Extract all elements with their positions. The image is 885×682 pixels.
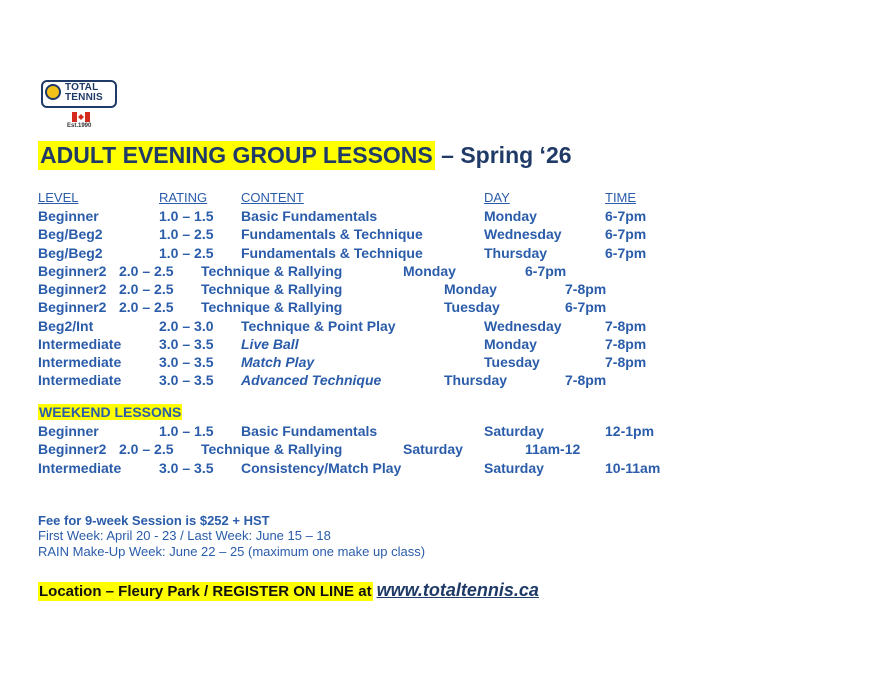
row-time: 12-1pm <box>605 423 655 439</box>
row-level: Beginner2 <box>38 281 107 297</box>
row-content: Match Play <box>241 354 315 370</box>
row-time: 11am-12 <box>525 441 581 457</box>
header-rating: RATING <box>159 190 208 205</box>
row-level: Intermediate <box>38 336 122 352</box>
row-level: Intermediate <box>38 372 122 388</box>
row-rating: 3.0 – 3.5 <box>159 460 214 476</box>
row-content: Live Ball <box>241 336 299 352</box>
title-highlight: ADULT EVENING GROUP LESSONS <box>40 142 433 168</box>
logo-established: Est.1990 <box>67 123 92 129</box>
weeks-note: First Week: April 20 - 23 / Last Week: June 15 – 18 <box>38 528 331 543</box>
row-day: Monday <box>444 281 497 297</box>
logo-line-1: TOTAL <box>65 82 99 93</box>
row-day: Thursday <box>484 245 548 261</box>
row-day: Saturday <box>484 423 544 439</box>
header-day: DAY <box>484 190 510 205</box>
row-day: Saturday <box>403 441 463 457</box>
row-level: Intermediate <box>38 354 122 370</box>
title-season: – Spring ‘26 <box>434 142 572 168</box>
row-day: Monday <box>484 208 537 224</box>
row-day: Monday <box>403 263 456 279</box>
page-title <box>38 142 572 169</box>
row-rating: 2.0 – 2.5 <box>119 263 174 279</box>
website-link[interactable]: www.totaltennis.ca <box>376 580 539 600</box>
location-text: Location – Fleury Park / REGISTER ON LINE at <box>39 583 372 600</box>
row-rating: 3.0 – 3.5 <box>159 354 214 370</box>
logo-line-2: TENNIS <box>65 92 103 103</box>
row-time: 7-8pm <box>565 372 607 388</box>
row-day: Wednesday <box>484 318 562 334</box>
row-time: 7-8pm <box>605 354 647 370</box>
row-time: 6-7pm <box>565 299 607 315</box>
row-content: Technique & Rallying <box>201 263 343 279</box>
row-rating: 2.0 – 2.5 <box>119 441 174 457</box>
row-time: 6-7pm <box>605 208 647 224</box>
row-level: Beg2/Int <box>38 318 94 334</box>
row-level: Beg/Beg2 <box>38 245 103 261</box>
row-time: 6-7pm <box>605 245 647 261</box>
row-time: 7-8pm <box>605 336 647 352</box>
logo-wordmark <box>65 83 103 103</box>
row-rating: 1.0 – 1.5 <box>159 208 214 224</box>
row-time: 6-7pm <box>525 263 567 279</box>
row-content: Fundamentals & Technique <box>241 226 423 242</box>
row-rating: 1.0 – 1.5 <box>159 423 214 439</box>
row-content: Technique & Rallying <box>201 299 343 315</box>
row-rating: 3.0 – 3.5 <box>159 372 214 388</box>
tennis-ball-icon <box>45 84 61 100</box>
row-level: Beginner2 <box>38 441 107 457</box>
row-day: Thursday <box>444 372 508 388</box>
row-level: Beginner2 <box>38 299 107 315</box>
row-day: Tuesday <box>484 354 540 370</box>
row-rating: 2.0 – 2.5 <box>119 281 174 297</box>
row-level: Beg/Beg2 <box>38 226 103 242</box>
total-tennis-logo <box>41 80 121 130</box>
row-rating: 2.0 – 3.0 <box>159 318 214 334</box>
header-content: CONTENT <box>241 190 304 205</box>
row-content: Technique & Point Play <box>241 318 396 334</box>
fee-note: Fee for 9-week Session is $252 + HST <box>38 513 270 528</box>
row-level: Beginner2 <box>38 263 107 279</box>
row-rating: 1.0 – 2.5 <box>159 245 214 261</box>
location-line <box>38 580 539 601</box>
row-content: Technique & Rallying <box>201 441 343 457</box>
row-rating: 3.0 – 3.5 <box>159 336 214 352</box>
row-content: Fundamentals & Technique <box>241 245 423 261</box>
row-content: Technique & Rallying <box>201 281 343 297</box>
header-time: TIME <box>605 190 637 205</box>
row-day: Wednesday <box>484 226 562 242</box>
row-day: Monday <box>484 336 537 352</box>
row-day: Saturday <box>484 460 544 476</box>
header-level: LEVEL <box>38 190 79 205</box>
row-day: Tuesday <box>444 299 500 315</box>
row-time: 6-7pm <box>605 226 647 242</box>
canada-flag-icon <box>72 112 90 122</box>
row-content: Basic Fundamentals <box>241 423 378 439</box>
row-content: Advanced Technique <box>241 372 382 388</box>
row-time: 7-8pm <box>605 318 647 334</box>
row-rating: 1.0 – 2.5 <box>159 226 214 242</box>
row-level: Beginner <box>38 208 99 224</box>
row-level: Beginner <box>38 423 99 439</box>
row-content: Basic Fundamentals <box>241 208 378 224</box>
row-time: 10-11am <box>605 460 661 476</box>
row-content: Consistency/Match Play <box>241 460 402 476</box>
row-rating: 2.0 – 2.5 <box>119 299 174 315</box>
weekend-heading: WEEKEND LESSONS <box>39 404 182 420</box>
rain-note: RAIN Make-Up Week: June 22 – 25 (maximum one make up class) <box>38 544 426 559</box>
row-level: Intermediate <box>38 460 122 476</box>
row-time: 7-8pm <box>565 281 607 297</box>
